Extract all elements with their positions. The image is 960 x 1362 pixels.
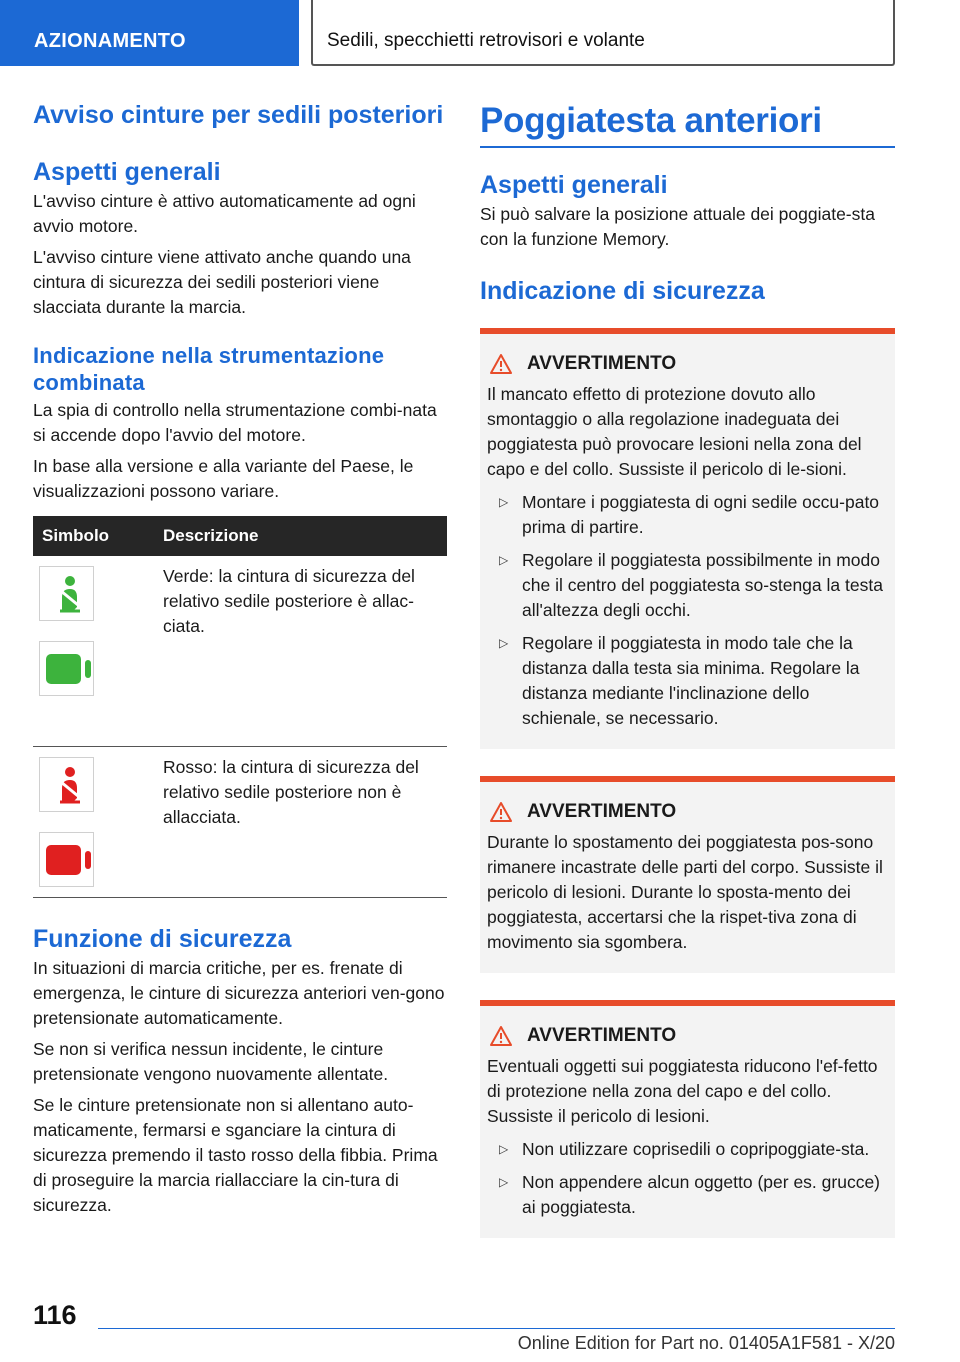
list-item-text: Regolare il poggiatesta in modo tale che la distanza dalla testa sia minima. Regolare la distanza mediante l'inclinazione dello schienale, se necessario. (522, 633, 860, 728)
right-column (480, 100, 895, 1238)
section-title-front-headrests: Poggiatesta anteriori (480, 101, 822, 140)
warning-text: Eventuali oggetti sui poggiatesta riducono l'ef-fetto di protezione nella zona del capo e del collo. Sussiste il pericolo di lesioni. (487, 1056, 878, 1126)
paragraph: L'avviso cinture è attivo automaticamente ad ogni avvio motore. (33, 191, 416, 236)
chapter-title[interactable]: Sedili, specchietti retrovisori e volante (311, 0, 895, 66)
table-row (33, 746, 447, 897)
list-item-text: Regolare il poggiatesta possibilmente in modo che il centro del poggiatesta so-stenga la testa all'altezza degli occhi. (522, 550, 883, 620)
list-item-text: Non utilizzare coprisedili o copripoggiate-sta. (522, 1139, 870, 1159)
heading-cluster-indicator: Indicazione nella strumentazione combinata (33, 343, 385, 395)
column-header-symbol: Simbolo (33, 516, 163, 556)
symbol-cell (33, 746, 163, 897)
list-item-text: Non appendere alcun oggetto (per es. grucce) ai poggiatesta. (522, 1172, 881, 1217)
paragraph: L'avviso cinture viene attivato anche quando una cintura di sicurezza dei sedili posteriori viene slacciata durante la marcia. (33, 247, 411, 317)
warning-text: Il mancato effetto di protezione dovuto allo smontaggio o alla regolazione inadeguata dei poggiatesta può provocare lesioni nella zona del capo e del collo. Sussiste il pericolo di le-sioni. (487, 384, 862, 479)
section-title-rear-belt-reminder: Avviso cinture per sedili posteriori (33, 101, 444, 129)
warning-title (487, 352, 888, 376)
warning-label: AVVERTIMENTO (527, 801, 677, 822)
list-item (487, 1170, 888, 1220)
heading-general-aspects: Aspetti generali (480, 171, 668, 199)
list-item (487, 548, 888, 623)
list-item-text: Montare i poggiatesta di ogni sedile occu-pato prima di partire. (522, 492, 880, 537)
red-seat-indicator-icon (39, 832, 94, 887)
description-cell: Rosso: la cintura di sicurezza del relativo sedile posteriore non è allacciata. (163, 746, 447, 897)
list-item (487, 1137, 888, 1162)
symbol-cell (33, 556, 163, 746)
section-tab[interactable]: AZIONAMENTO (0, 0, 299, 66)
paragraph: La spia di controllo nella strumentazione combi-nata si accende dopo l'avvio del motore. (33, 400, 437, 445)
symbol-table (33, 516, 447, 898)
warning-title (487, 1024, 888, 1048)
green-seat-indicator-icon (39, 641, 94, 696)
list-item (487, 631, 888, 731)
bullet-triangle-icon: ▷ (499, 553, 509, 567)
description-cell: Verde: la cintura di sicurezza del relativo sedile posteriore è allac-ciata. (163, 556, 447, 746)
warning-box (480, 1000, 895, 1238)
bullet-triangle-icon: ▷ (499, 1175, 509, 1189)
footer-edition-link[interactable]: Online Edition for Part no. 01405A1F581 - X/20 (517, 1333, 895, 1353)
footer-divider (98, 1328, 895, 1329)
warning-box (480, 328, 895, 749)
bullet-triangle-icon: ▷ (499, 495, 509, 509)
paragraph: Si può salvare la posizione attuale dei poggiate-sta con la funzione Memory. (480, 204, 875, 249)
paragraph: In situazioni di marcia critiche, per es. frenate di emergenza, le cinture di sicurezza anteriori ven-gono pretensionate automaticamente. (33, 957, 445, 1028)
warning-text: Durante lo spostamento dei poggiatesta pos-sono rimanere incastrate delle parti del corpo. Sussiste il pericolo di lesioni. Durante lo sposta-mento dei poggiatesta, accertarsi che la rispet-tiva zona di movimento sia sgombera. (487, 832, 883, 952)
bullet-triangle-icon: ▷ (499, 636, 509, 650)
warning-triangle-icon (489, 353, 513, 375)
left-column (33, 100, 447, 1218)
table-header-row (33, 516, 447, 556)
heading-general-aspects: Aspetti generali (33, 158, 221, 186)
heading-safety-note: Indicazione di sicurezza (480, 277, 765, 305)
list-item (487, 490, 888, 540)
bullet-triangle-icon: ▷ (499, 1142, 509, 1156)
warning-title (487, 800, 888, 824)
warning-box (480, 776, 895, 973)
paragraph: Se le cinture pretensionate non si allentano auto-maticamente, fermarsi e sganciare la cintura di sicurezza premendo il tasto rosso della fibbia. Prima di proseguire la marcia riallacciare la cin-tura di sicurezza. (33, 1094, 438, 1215)
warning-label: AVVERTIMENTO (527, 353, 677, 374)
seatbelt-fastened-icon (39, 566, 94, 621)
heading-safety-function: Funzione di sicurezza (33, 924, 292, 953)
paragraph: Se non si verifica nessun incidente, le cinture pretensionate vengono nuovamente allentate. (33, 1038, 389, 1084)
table-row (33, 556, 447, 746)
warning-triangle-icon (489, 1025, 513, 1047)
page-number: 116 (33, 1300, 77, 1330)
title-rule (480, 100, 895, 148)
page-header (0, 0, 960, 66)
seatbelt-unfastened-icon (39, 757, 94, 812)
warning-label: AVVERTIMENTO (527, 1025, 677, 1046)
warning-triangle-icon (489, 801, 513, 823)
column-header-description: Descrizione (163, 516, 447, 556)
paragraph: In base alla versione e alla variante del Paese, le visualizzazioni possono variare. (33, 456, 414, 501)
